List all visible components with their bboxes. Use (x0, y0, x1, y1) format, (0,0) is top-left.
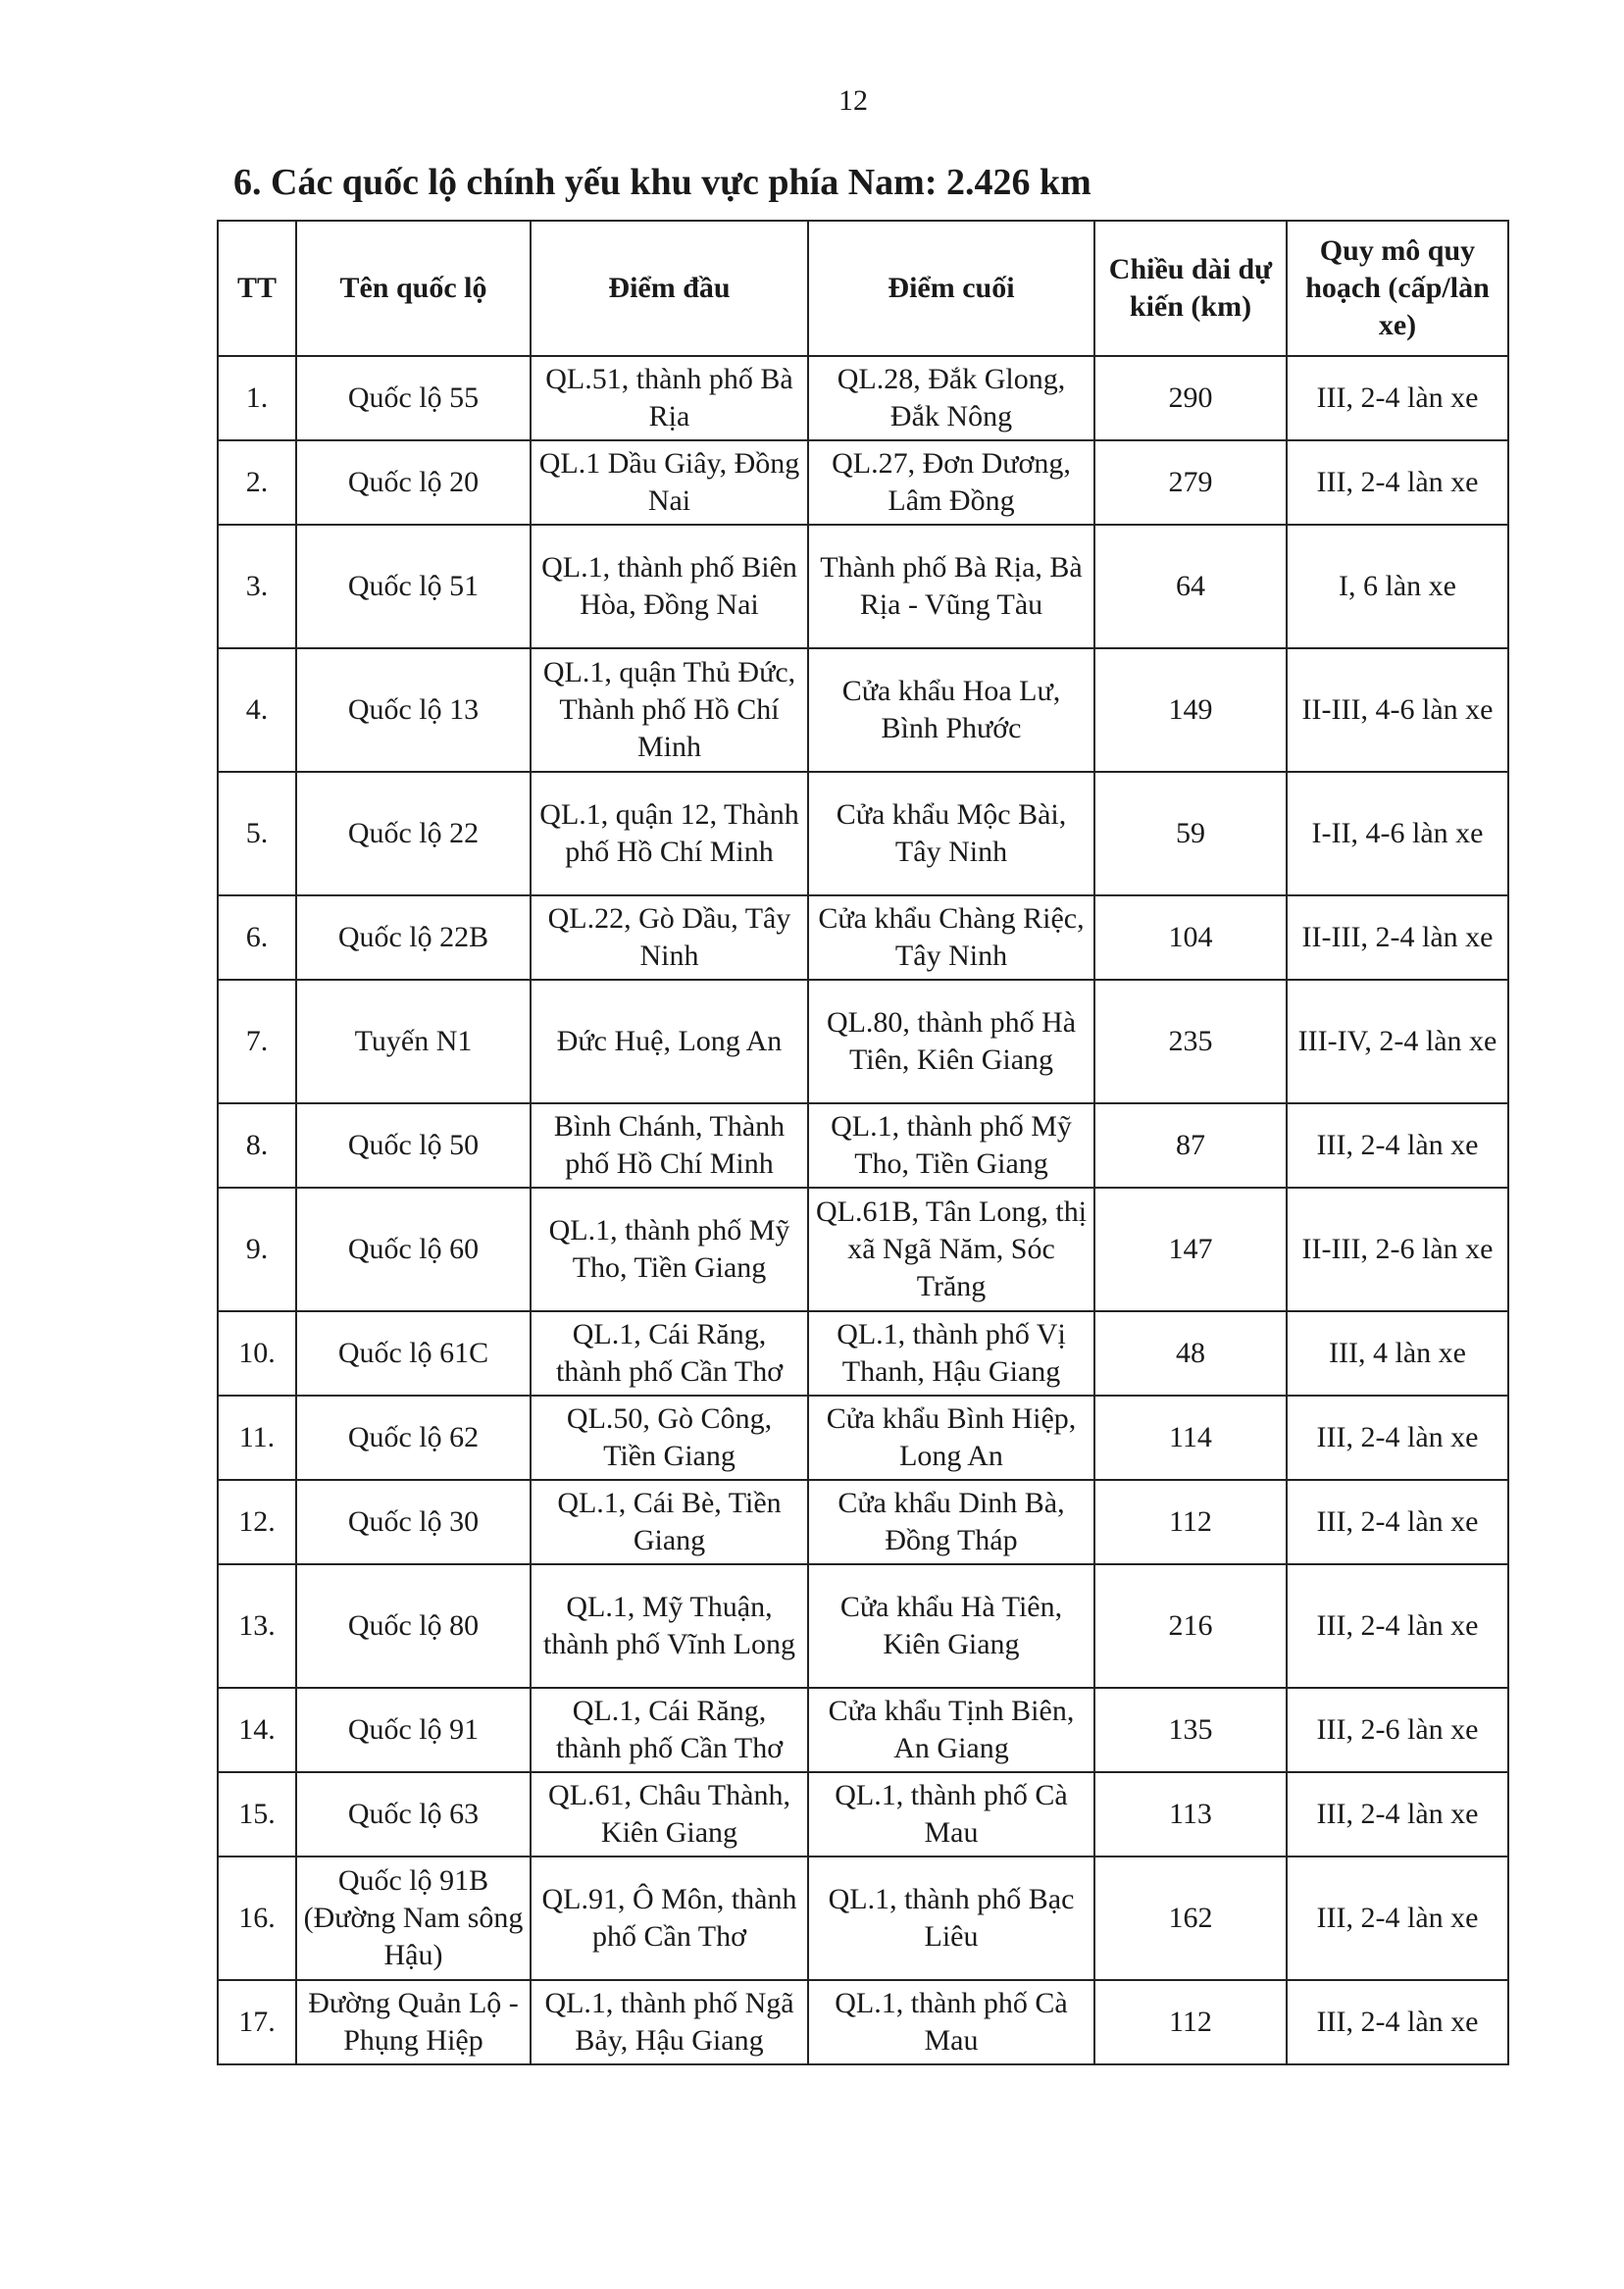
table-row (218, 1188, 1508, 1311)
cell-tt: 12. (218, 1480, 296, 1564)
cell-scale: II-III, 2-4 làn xe (1287, 895, 1508, 980)
cell-scale: III, 2-4 làn xe (1287, 1772, 1508, 1857)
cell-tt: 4. (218, 648, 296, 772)
cell-road-name: Quốc lộ 55 (296, 356, 531, 440)
cell-length: 114 (1094, 1396, 1287, 1480)
cell-start-point: QL.1, thành phố Ngã Bảy, Hậu Giang (531, 1980, 808, 2064)
cell-length: 113 (1094, 1772, 1287, 1857)
page-number: 12 (838, 84, 868, 117)
cell-tt: 2. (218, 440, 296, 525)
cell-start-point: QL.91, Ô Môn, thành phố Cần Thơ (531, 1857, 808, 1980)
cell-start-point: QL.1, quận 12, Thành phố Hồ Chí Minh (531, 772, 808, 895)
cell-start-point: QL.1, Mỹ Thuận, thành phố Vĩnh Long (531, 1564, 808, 1688)
cell-start-point: QL.1 Dầu Giây, Đồng Nai (531, 440, 808, 525)
header-end-point: Điểm cuối (808, 221, 1094, 356)
header-tt: TT (218, 221, 296, 356)
cell-road-name: Quốc lộ 50 (296, 1103, 531, 1188)
cell-tt: 6. (218, 895, 296, 980)
cell-end-point: QL.1, thành phố Bạc Liêu (808, 1857, 1094, 1980)
cell-scale: II-III, 4-6 làn xe (1287, 648, 1508, 772)
cell-tt: 1. (218, 356, 296, 440)
cell-length: 48 (1094, 1311, 1287, 1396)
table-row (218, 440, 1508, 525)
cell-end-point: Cửa khẩu Bình Hiệp, Long An (808, 1396, 1094, 1480)
cell-scale: III, 2-6 làn xe (1287, 1688, 1508, 1772)
table-row (218, 772, 1508, 895)
cell-road-name: Quốc lộ 30 (296, 1480, 531, 1564)
cell-tt: 5. (218, 772, 296, 895)
cell-length: 216 (1094, 1564, 1287, 1688)
cell-start-point: QL.1, thành phố Biên Hòa, Đồng Nai (531, 525, 808, 648)
cell-end-point: Cửa khẩu Dinh Bà, Đồng Tháp (808, 1480, 1094, 1564)
cell-scale: III-IV, 2-4 làn xe (1287, 980, 1508, 1103)
cell-start-point: QL.1, quận Thủ Đức, Thành phố Hồ Chí Minh (531, 648, 808, 772)
cell-length: 64 (1094, 525, 1287, 648)
cell-road-name: Quốc lộ 51 (296, 525, 531, 648)
cell-end-point: QL.1, thành phố Cà Mau (808, 1772, 1094, 1857)
cell-scale: III, 2-4 làn xe (1287, 356, 1508, 440)
section-title: 6. Các quốc lộ chính yếu khu vực phía Nam: 2.426 km (233, 162, 1091, 203)
cell-tt: 10. (218, 1311, 296, 1396)
cell-scale: III, 2-4 làn xe (1287, 1480, 1508, 1564)
cell-end-point: QL.1, thành phố Mỹ Tho, Tiền Giang (808, 1103, 1094, 1188)
cell-length: 235 (1094, 980, 1287, 1103)
cell-length: 59 (1094, 772, 1287, 895)
cell-scale: III, 4 làn xe (1287, 1311, 1508, 1396)
cell-length: 147 (1094, 1188, 1287, 1311)
cell-tt: 3. (218, 525, 296, 648)
table-row (218, 895, 1508, 980)
cell-start-point: Bình Chánh, Thành phố Hồ Chí Minh (531, 1103, 808, 1188)
cell-end-point: Cửa khẩu Chàng Riệc, Tây Ninh (808, 895, 1094, 980)
header-scale: Quy mô quy hoạch (cấp/làn xe) (1287, 221, 1508, 356)
table-row (218, 356, 1508, 440)
cell-tt: 13. (218, 1564, 296, 1688)
cell-scale: III, 2-4 làn xe (1287, 1980, 1508, 2064)
cell-scale: III, 2-4 làn xe (1287, 1857, 1508, 1980)
cell-tt: 14. (218, 1688, 296, 1772)
cell-start-point: QL.50, Gò Công, Tiền Giang (531, 1396, 808, 1480)
cell-start-point: QL.1, Cái Răng, thành phố Cần Thơ (531, 1311, 808, 1396)
cell-length: 112 (1094, 1480, 1287, 1564)
table-row (218, 980, 1508, 1103)
cell-length: 149 (1094, 648, 1287, 772)
cell-road-name: Quốc lộ 22 (296, 772, 531, 895)
cell-tt: 16. (218, 1857, 296, 1980)
cell-start-point: Đức Huệ, Long An (531, 980, 808, 1103)
cell-length: 279 (1094, 440, 1287, 525)
cell-length: 135 (1094, 1688, 1287, 1772)
cell-end-point: Cửa khẩu Mộc Bài, Tây Ninh (808, 772, 1094, 895)
cell-end-point: Thành phố Bà Rịa, Bà Rịa - Vũng Tàu (808, 525, 1094, 648)
table-row (218, 1688, 1508, 1772)
cell-road-name: Đường Quản Lộ - Phụng Hiệp (296, 1980, 531, 2064)
table-row (218, 648, 1508, 772)
cell-scale: III, 2-4 làn xe (1287, 1396, 1508, 1480)
cell-scale: I-II, 4-6 làn xe (1287, 772, 1508, 895)
cell-road-name: Quốc lộ 91 (296, 1688, 531, 1772)
cell-scale: II-III, 2-6 làn xe (1287, 1188, 1508, 1311)
cell-road-name: Tuyến N1 (296, 980, 531, 1103)
cell-end-point: QL.1, thành phố Cà Mau (808, 1980, 1094, 2064)
cell-end-point: QL.1, thành phố Vị Thanh, Hậu Giang (808, 1311, 1094, 1396)
cell-tt: 17. (218, 1980, 296, 2064)
cell-road-name: Quốc lộ 62 (296, 1396, 531, 1480)
cell-road-name: Quốc lộ 13 (296, 648, 531, 772)
table-row (218, 1857, 1508, 1980)
cell-end-point: Cửa khẩu Tịnh Biên, An Giang (808, 1688, 1094, 1772)
national-roads-table (217, 220, 1509, 2065)
header-start-point: Điểm đầu (531, 221, 808, 356)
cell-length: 112 (1094, 1980, 1287, 2064)
cell-scale: III, 2-4 làn xe (1287, 1564, 1508, 1688)
table-row (218, 1980, 1508, 2064)
cell-tt: 11. (218, 1396, 296, 1480)
cell-scale: III, 2-4 làn xe (1287, 1103, 1508, 1188)
cell-start-point: QL.1, Cái Răng, thành phố Cần Thơ (531, 1688, 808, 1772)
cell-end-point: QL.28, Đắk Glong, Đắk Nông (808, 356, 1094, 440)
table-row (218, 1564, 1508, 1688)
cell-start-point: QL.22, Gò Dầu, Tây Ninh (531, 895, 808, 980)
cell-road-name: Quốc lộ 22B (296, 895, 531, 980)
cell-length: 290 (1094, 356, 1287, 440)
header-road-name: Tên quốc lộ (296, 221, 531, 356)
cell-end-point: Cửa khẩu Hà Tiên, Kiên Giang (808, 1564, 1094, 1688)
table-header-row (218, 221, 1508, 356)
cell-tt: 9. (218, 1188, 296, 1311)
cell-road-name: Quốc lộ 91B (Đường Nam sông Hậu) (296, 1857, 531, 1980)
cell-start-point: QL.1, Cái Bè, Tiền Giang (531, 1480, 808, 1564)
cell-start-point: QL.61, Châu Thành, Kiên Giang (531, 1772, 808, 1857)
table-row (218, 525, 1508, 648)
table-row (218, 1772, 1508, 1857)
cell-length: 104 (1094, 895, 1287, 980)
cell-scale: III, 2-4 làn xe (1287, 440, 1508, 525)
cell-road-name: Quốc lộ 20 (296, 440, 531, 525)
cell-end-point: QL.27, Đơn Dương, Lâm Đồng (808, 440, 1094, 525)
table-row (218, 1396, 1508, 1480)
cell-road-name: Quốc lộ 60 (296, 1188, 531, 1311)
cell-start-point: QL.1, thành phố Mỹ Tho, Tiền Giang (531, 1188, 808, 1311)
cell-scale: I, 6 làn xe (1287, 525, 1508, 648)
cell-road-name: Quốc lộ 61C (296, 1311, 531, 1396)
cell-length: 162 (1094, 1857, 1287, 1980)
cell-tt: 15. (218, 1772, 296, 1857)
cell-length: 87 (1094, 1103, 1287, 1188)
cell-end-point: QL.80, thành phố Hà Tiên, Kiên Giang (808, 980, 1094, 1103)
table-row (218, 1480, 1508, 1564)
cell-tt: 8. (218, 1103, 296, 1188)
cell-start-point: QL.51, thành phố Bà Rịa (531, 356, 808, 440)
cell-road-name: Quốc lộ 80 (296, 1564, 531, 1688)
cell-end-point: QL.61B, Tân Long, thị xã Ngã Năm, Sóc Trăng (808, 1188, 1094, 1311)
cell-end-point: Cửa khẩu Hoa Lư, Bình Phước (808, 648, 1094, 772)
table-row (218, 1311, 1508, 1396)
cell-tt: 7. (218, 980, 296, 1103)
header-length: Chiều dài dự kiến (km) (1094, 221, 1287, 356)
cell-road-name: Quốc lộ 63 (296, 1772, 531, 1857)
table-row (218, 1103, 1508, 1188)
